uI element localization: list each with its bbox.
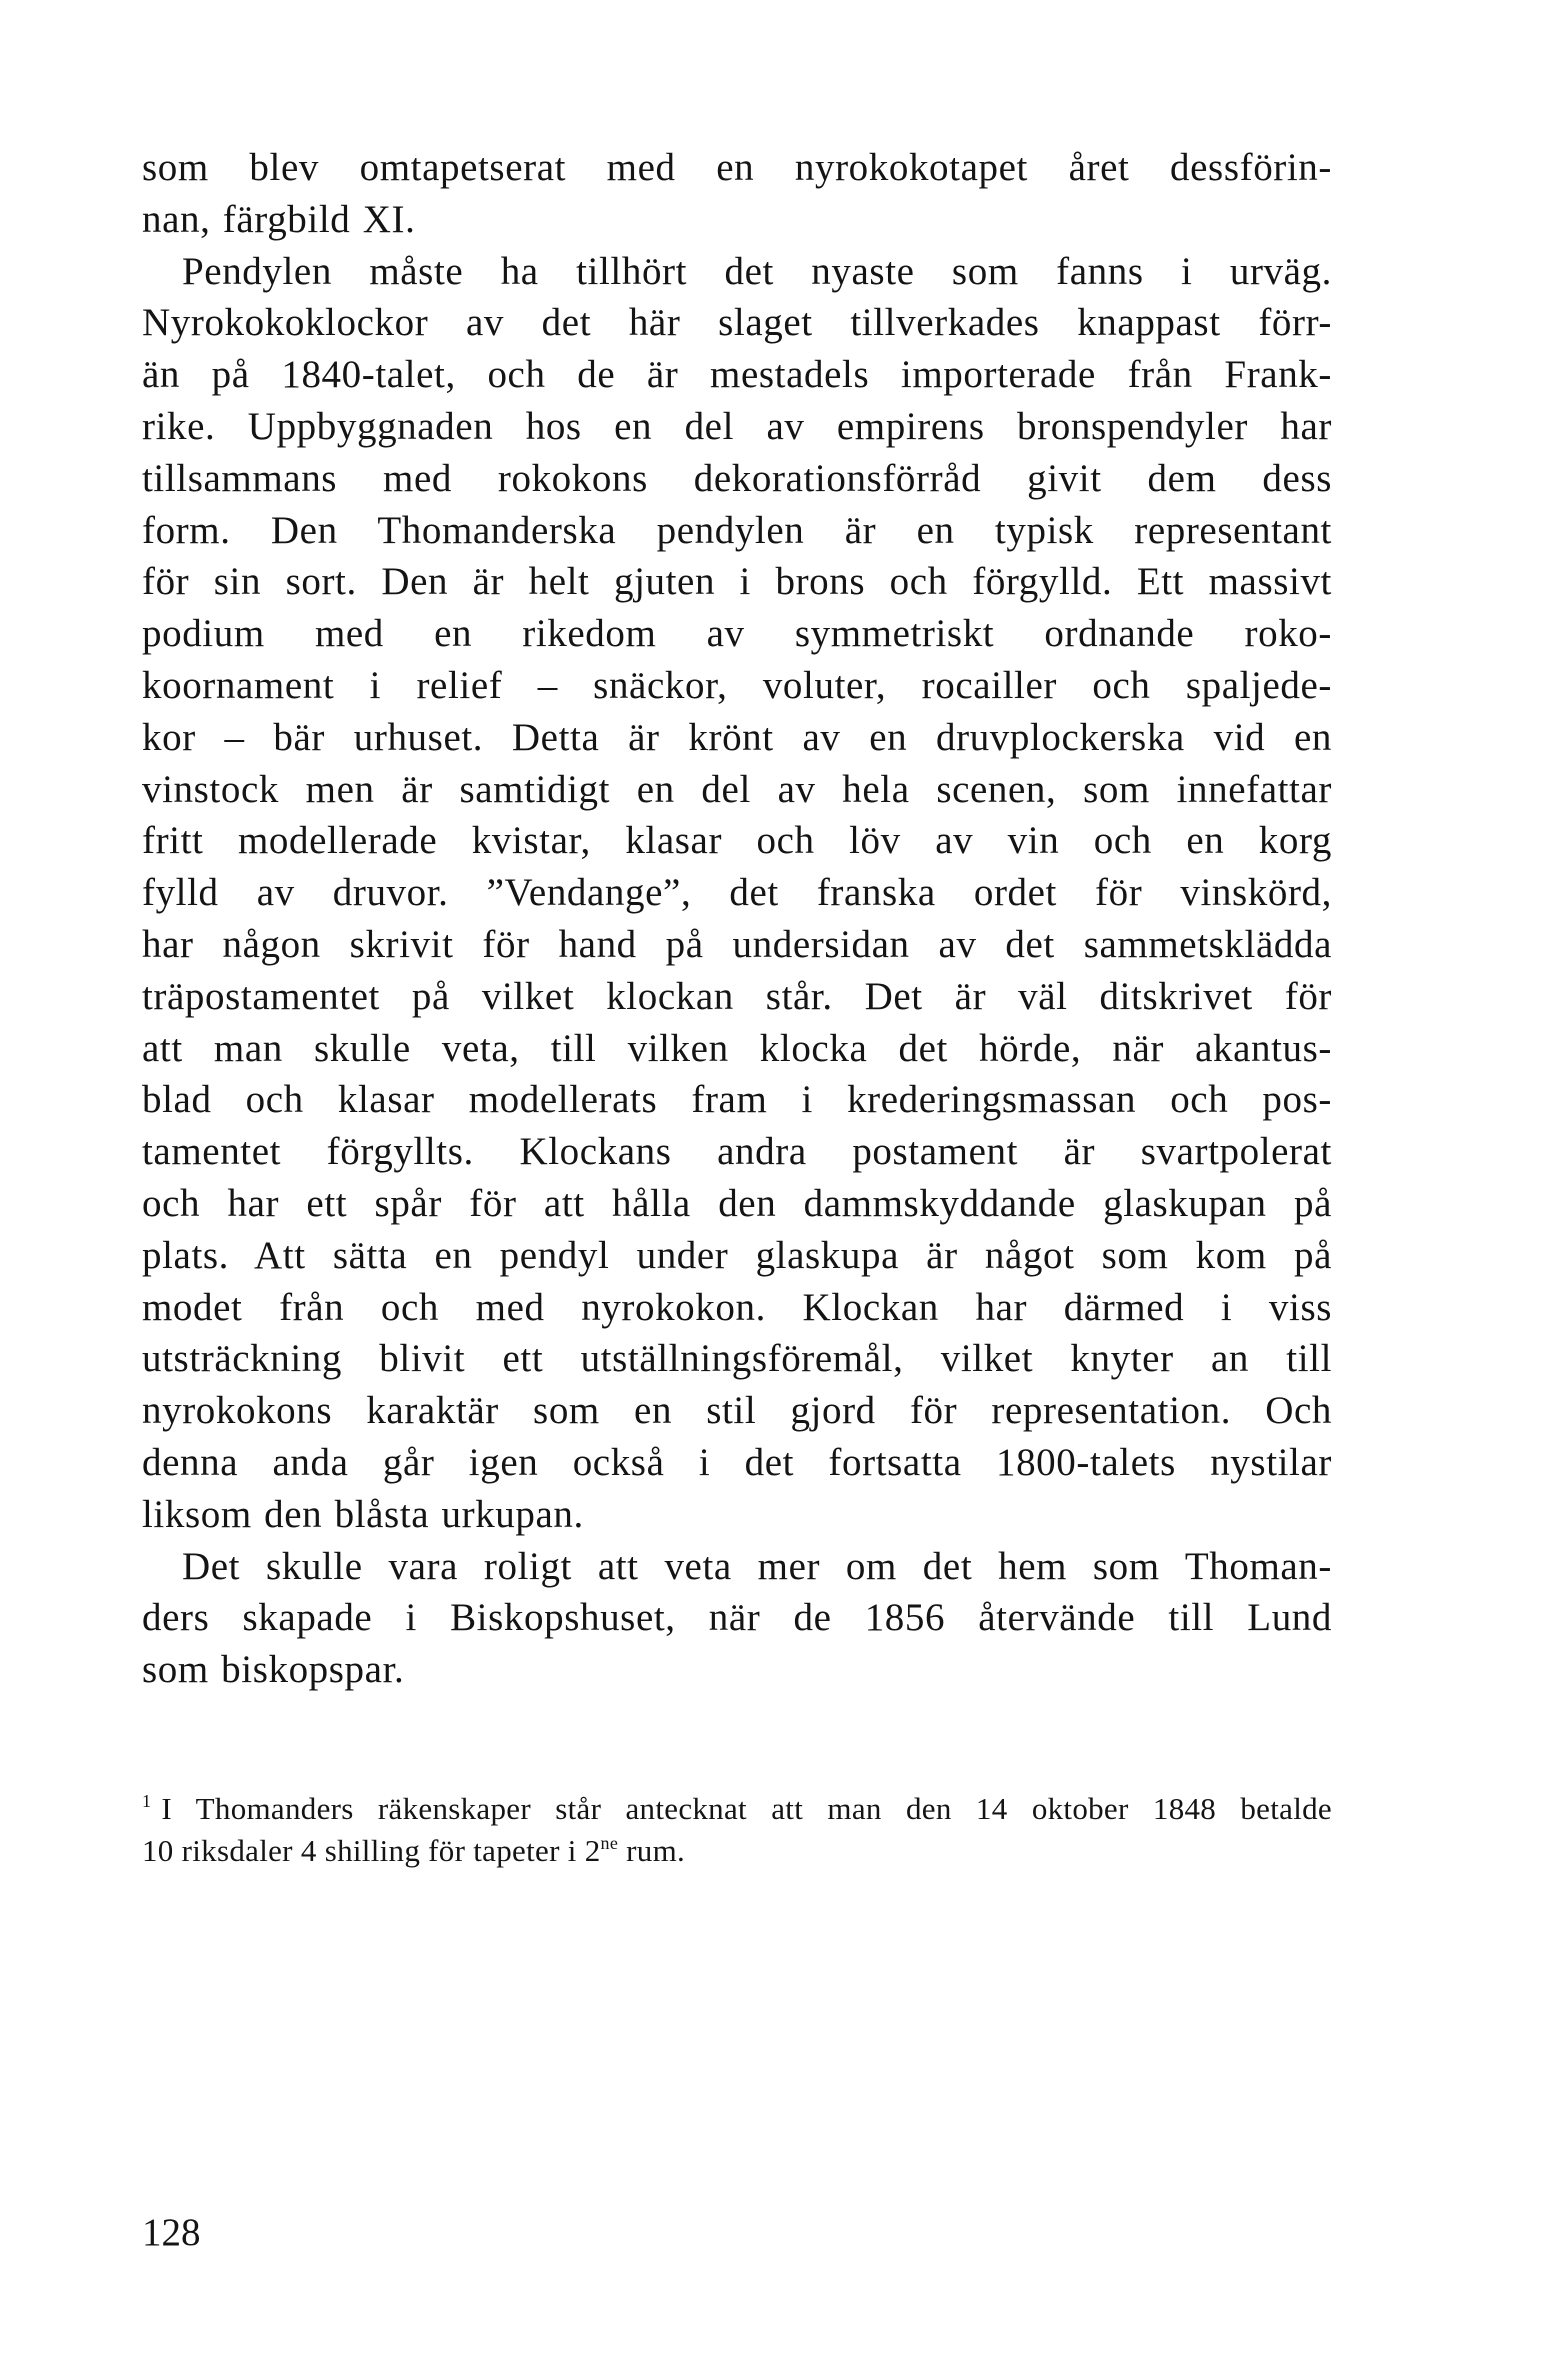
footnote-line-2-end: rum. (618, 1833, 686, 1868)
text-line: Pendylen måste ha tillhört det nyaste som fanns i urväg. (182, 249, 1332, 293)
text-line: liksom den blåsta urkupan. (142, 1492, 584, 1536)
text-line: modet från och med nyrokokon. Klockan har därmed i viss (142, 1285, 1332, 1329)
body-text (142, 142, 1332, 1696)
text-line: än på 1840-talet, och de är mestadels importerade från Frank- (142, 353, 1332, 397)
text-line: nyrokokons karaktär som en stil gjord för representation. Och (142, 1389, 1332, 1433)
paragraph-2 (142, 246, 1332, 1541)
text-line: som biskopspar. (142, 1648, 405, 1692)
text-line: koornament i relief – snäckor, voluter, rocailler och spaljede- (142, 663, 1332, 707)
footnote-superscript: ne (600, 1833, 619, 1853)
text-line: denna anda går igen också i det fortsatta 1800-talets nystilar (142, 1440, 1332, 1484)
text-line: tamentet förgyllts. Klockans andra postament är svartpolerat (142, 1130, 1332, 1174)
text-line: form. Den Thomanderska pendylen är en typisk representant (142, 508, 1332, 552)
text-line: Nyrokokoklockor av det här slaget tillverkades knappast förr- (142, 301, 1332, 345)
text-line: nan, färgbild XI. (142, 197, 416, 241)
footnote-line-2-text: 10 riksdaler 4 shilling för tapeter i 2 (142, 1833, 601, 1868)
footnote-marker: 1 (142, 1791, 152, 1811)
text-line: blad och klasar modellerats fram i krederingsmassan och pos- (142, 1078, 1332, 1122)
text-line: för sin sort. Den är helt gjuten i brons och förgylld. Ett massivt (142, 560, 1332, 604)
text-line: kor – bär urhuset. Detta är krönt av en druvplockerska vid en (142, 715, 1332, 759)
text-line: som blev omtapetserat med en nyrokokotapet året dessförin- (142, 146, 1332, 189)
text-line: att man skulle veta, till vilken klocka det hörde, när akantus- (142, 1026, 1332, 1070)
footnote-line-1-text: I Thomanders räkenskaper står antecknat att man den 14 oktober 1848 betalde (161, 1791, 1332, 1826)
text-line: utsträckning blivit ett utställningsföremål, vilket knyter an till (142, 1337, 1332, 1381)
text-line: och har ett spår för att hålla den dammskyddande glaskupan på (142, 1181, 1332, 1225)
text-line: Det skulle vara roligt att veta mer om det hem som Thoman- (182, 1544, 1332, 1588)
footnote-line-2 (142, 1830, 1332, 1872)
text-line: rike. Uppbyggnaden hos en del av empirens bronspendyler har (142, 404, 1332, 448)
footnote-line-1 (142, 1780, 1332, 1830)
text-line: fylld av druvor. ”Vendange”, det franska ordet för vinskörd, (142, 871, 1332, 915)
text-line: fritt modellerade kvistar, klasar och löv av vin och en korg (142, 819, 1332, 863)
text-line: har någon skrivit för hand på undersidan av det sammetsklädda (142, 922, 1332, 966)
footnote (142, 1780, 1332, 1872)
page-number: 128 (142, 2211, 201, 2254)
text-line: träpostamentet på vilket klockan står. Det är väl ditskrivet för (142, 974, 1332, 1018)
text-line: podium med en rikedom av symmetriskt ordnande roko- (142, 612, 1332, 656)
text-line: plats. Att sätta en pendyl under glaskupa är något som kom på (142, 1233, 1332, 1277)
text-line: tillsammans med rokokons dekorationsförråd givit dem dess (142, 456, 1332, 500)
paragraph-3 (142, 1541, 1332, 1696)
paragraph-1 (142, 142, 1332, 246)
text-line: vinstock men är samtidigt en del av hela scenen, som innefattar (142, 767, 1332, 811)
text-line: ders skapade i Biskopshuset, när de 1856 återvände till Lund (142, 1596, 1332, 1640)
